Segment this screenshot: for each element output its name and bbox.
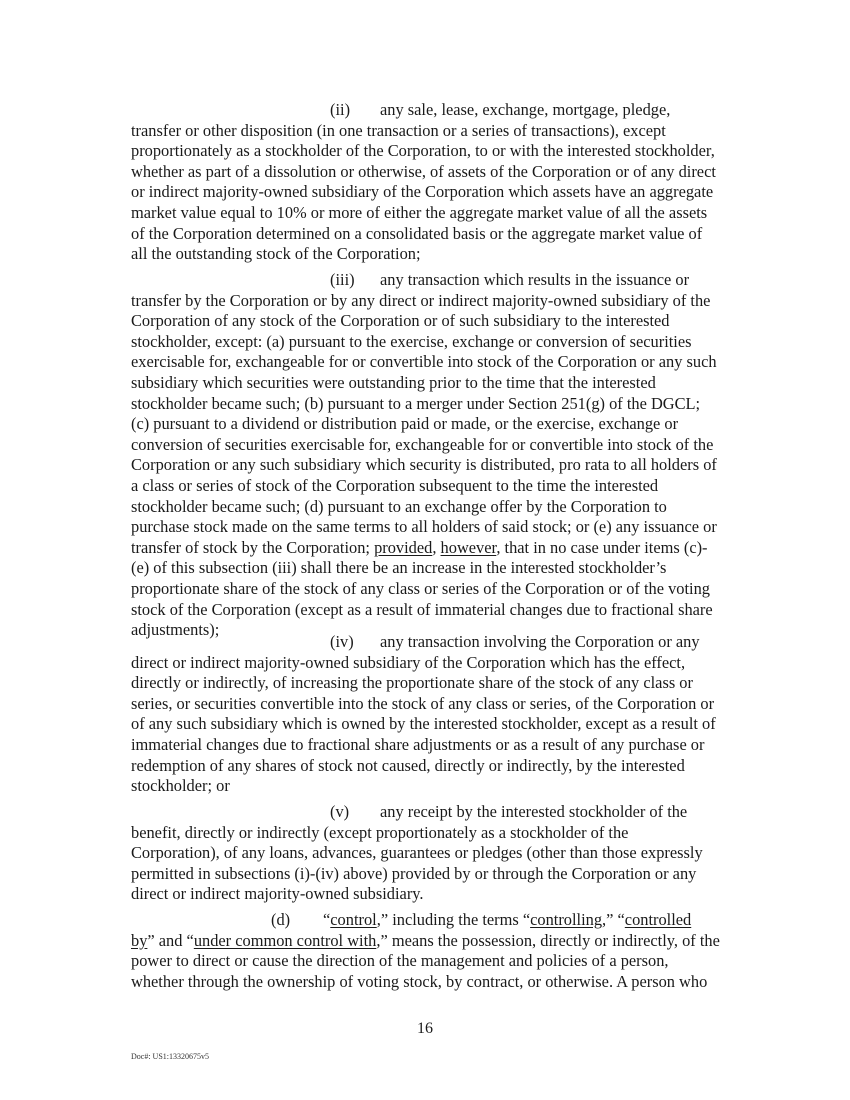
para-iii-line: stockholder became such; (d) pursuant to an exchange offer by the Corporation to — [131, 496, 667, 516]
para-ii-line: any sale, lease, exchange, mortgage, pledge, — [380, 100, 671, 119]
paragraph-d — [131, 910, 731, 992]
open-quote: “ — [323, 910, 331, 929]
document-id: Doc#: US1:13320675v5 — [131, 1052, 209, 1061]
para-iii-proviso-line — [131, 538, 731, 559]
para-ii-first-line — [131, 100, 731, 121]
para-ii-line: of the Corporation determined on a consolidated basis or the aggregate market value of — [131, 223, 703, 243]
para-iii-line: transfer by the Corporation or by any direct or indirect majority-owned subsidiary of the — [131, 290, 711, 310]
para-ii-line: transfer or other disposition (in one transaction or a series of transactions), except — [131, 120, 666, 140]
para-iii-line: conversion of securities exercisable for, exchangeable for or convertible into stock of the — [131, 434, 714, 454]
para-iii-line: stockholder became such; (b) pursuant to a merger under Section 251(g) of the DGCL; — [131, 393, 701, 413]
para-iii-first-line — [131, 270, 731, 291]
para-v-line: any receipt by the interested stockholder of the — [380, 802, 688, 821]
para-v-line: direct or indirect majority-owned subsidiary. — [131, 884, 424, 904]
para-iii-line: stock of the Corporation (except as a result of immaterial changes due to fractional share — [131, 599, 713, 619]
para-v-line: permitted in subsections (i)-(iv) above) provided by or through the Corporation or any — [131, 863, 697, 883]
provided-term: provided — [374, 537, 433, 557]
proviso-tail-text: , that in no case under items (c)- — [496, 537, 708, 557]
para-iv-line: of any such subsidiary which is owned by the interested stockholder, except as a result of — [131, 714, 716, 734]
para-ii-line: whether as part of a dissolution or otherwise, of assets of the Corporation or of any direct — [131, 161, 716, 181]
para-v-first-line — [131, 802, 731, 823]
para-d-label: (d) — [271, 910, 291, 929]
paragraph-iii — [131, 270, 731, 641]
para-iii-line: stockholder, except: (a) pursuant to the exercise, exchange or conversion of securities — [131, 331, 692, 351]
para-iv-line: any transaction involving the Corporation or any — [380, 632, 700, 651]
para-v-label: (v) — [330, 802, 350, 821]
para-d-first-line — [131, 910, 731, 931]
para-iv-first-line — [131, 632, 731, 653]
paragraph-iv — [131, 632, 731, 797]
para-iii-line: adjustments); — [131, 620, 220, 640]
para-iii-line: subsidiary which securities were outstanding prior to the time that the interested — [131, 372, 656, 392]
para-iv-line: redemption of any shares of stock not caused, directly or indirectly, by the interested — [131, 755, 685, 775]
definition-connector: ,” “ — [602, 910, 625, 929]
para-ii-label: (ii) — [330, 100, 351, 119]
controlled-by-term: by — [131, 930, 148, 950]
para-iii-line: Corporation of any stock of the Corporation or of such subsidiary to the interested — [131, 311, 670, 331]
definition-text: ,” means the possession, directly or indirectly, of the — [376, 930, 720, 950]
however-term: however — [440, 537, 497, 557]
proviso-comma: , — [432, 537, 441, 557]
para-d-line: power to direct or cause the direction of the management and policies of a person, — [131, 951, 669, 971]
para-d-line: whether through the ownership of voting stock, by contract, or otherwise. A person who — [131, 971, 708, 991]
para-iii-label: (iii) — [330, 270, 355, 289]
paragraph-v — [131, 802, 731, 905]
paragraph-ii — [131, 100, 731, 265]
para-v-line: benefit, directly or indirectly (except proportionately as a stockholder of the — [131, 822, 629, 842]
proviso-lead-text: transfer of stock by the Corporation; — [131, 537, 375, 557]
control-term: control — [330, 910, 377, 929]
para-v-line: Corporation), of any loans, advances, guarantees or pledges (other than those expressly — [131, 843, 703, 863]
para-d-second-line — [131, 931, 731, 952]
para-iii-line: a class or series of stock of the Corporation subsequent to the time the interested — [131, 475, 659, 495]
controlled-term: controlled — [624, 910, 692, 929]
controlling-term: controlling — [530, 910, 603, 929]
definition-connector: ,” including the terms “ — [376, 910, 531, 929]
para-iv-label: (iv) — [330, 632, 354, 651]
para-ii-line: all the outstanding stock of the Corporation; — [131, 244, 421, 264]
para-iv-line: series, or securities convertible into the stock of any class or series, of the Corporation or — [131, 693, 715, 713]
page-number: 16 — [417, 1020, 433, 1037]
para-iii-line: purchase stock made on the same terms to all holders of said stock; or (e) any issuance or — [131, 517, 717, 537]
para-iii-line: (e) of this subsection (iii) shall there be an increase in the interested stockholder’s — [131, 558, 667, 578]
para-ii-line: market value equal to 10% or more of either the aggregate market value of all the assets — [131, 202, 708, 222]
definition-connector: ” and “ — [147, 930, 194, 950]
para-ii-line: or indirect majority-owned subsidiary of the Corporation which assets have an aggregate — [131, 182, 714, 202]
para-iii-line: Corporation or any such subsidiary which security is distributed, pro rata to all holders of — [131, 455, 717, 475]
under-common-control-term: under common control with — [193, 930, 377, 950]
para-iii-line: any transaction which results in the issuance or — [380, 270, 690, 289]
para-ii-line: proportionately as a stockholder of the Corporation, to or with the interested stockholder, — [131, 141, 715, 161]
para-iv-line: direct or indirect majority-owned subsidiary of the Corporation which has the effect, — [131, 652, 686, 672]
para-iv-line: stockholder; or — [131, 776, 230, 796]
para-iii-line: proportionate share of the stock of any class or series of the Corporation or of the voting — [131, 578, 710, 598]
para-iv-line: directly or indirectly, of increasing the proportionate share of the stock of any class or — [131, 673, 693, 693]
para-iii-line: (c) pursuant to a dividend or distribution paid or made, or the exercise, exchange or — [131, 414, 679, 434]
para-iii-line: exercisable for, exchangeable for or convertible into stock of the Corporation or any such — [131, 352, 717, 372]
para-iv-line: immaterial changes due to fractional share adjustments or as a result of any purchase or — [131, 734, 705, 754]
